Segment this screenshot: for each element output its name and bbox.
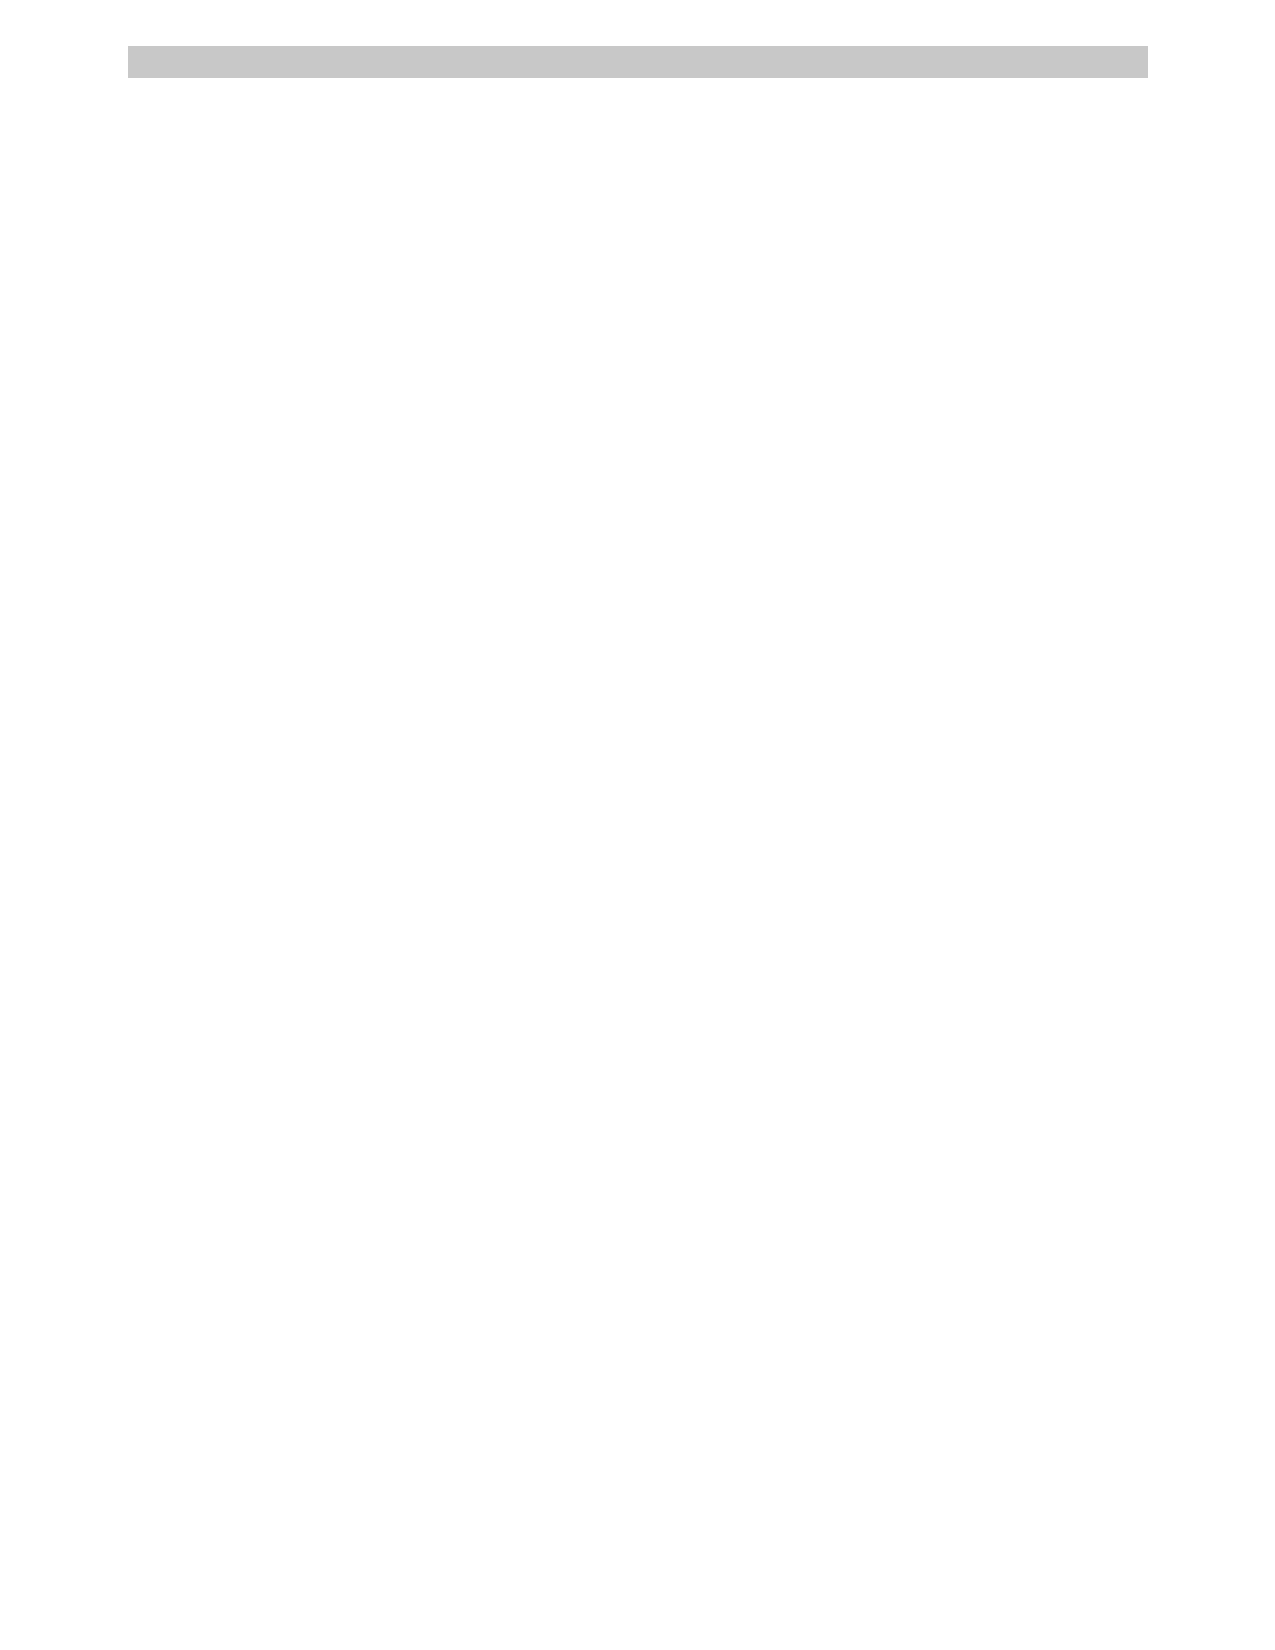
journal-banner [128, 46, 1148, 78]
figure-8a [300, 770, 960, 1390]
section-heading [142, 410, 218, 437]
